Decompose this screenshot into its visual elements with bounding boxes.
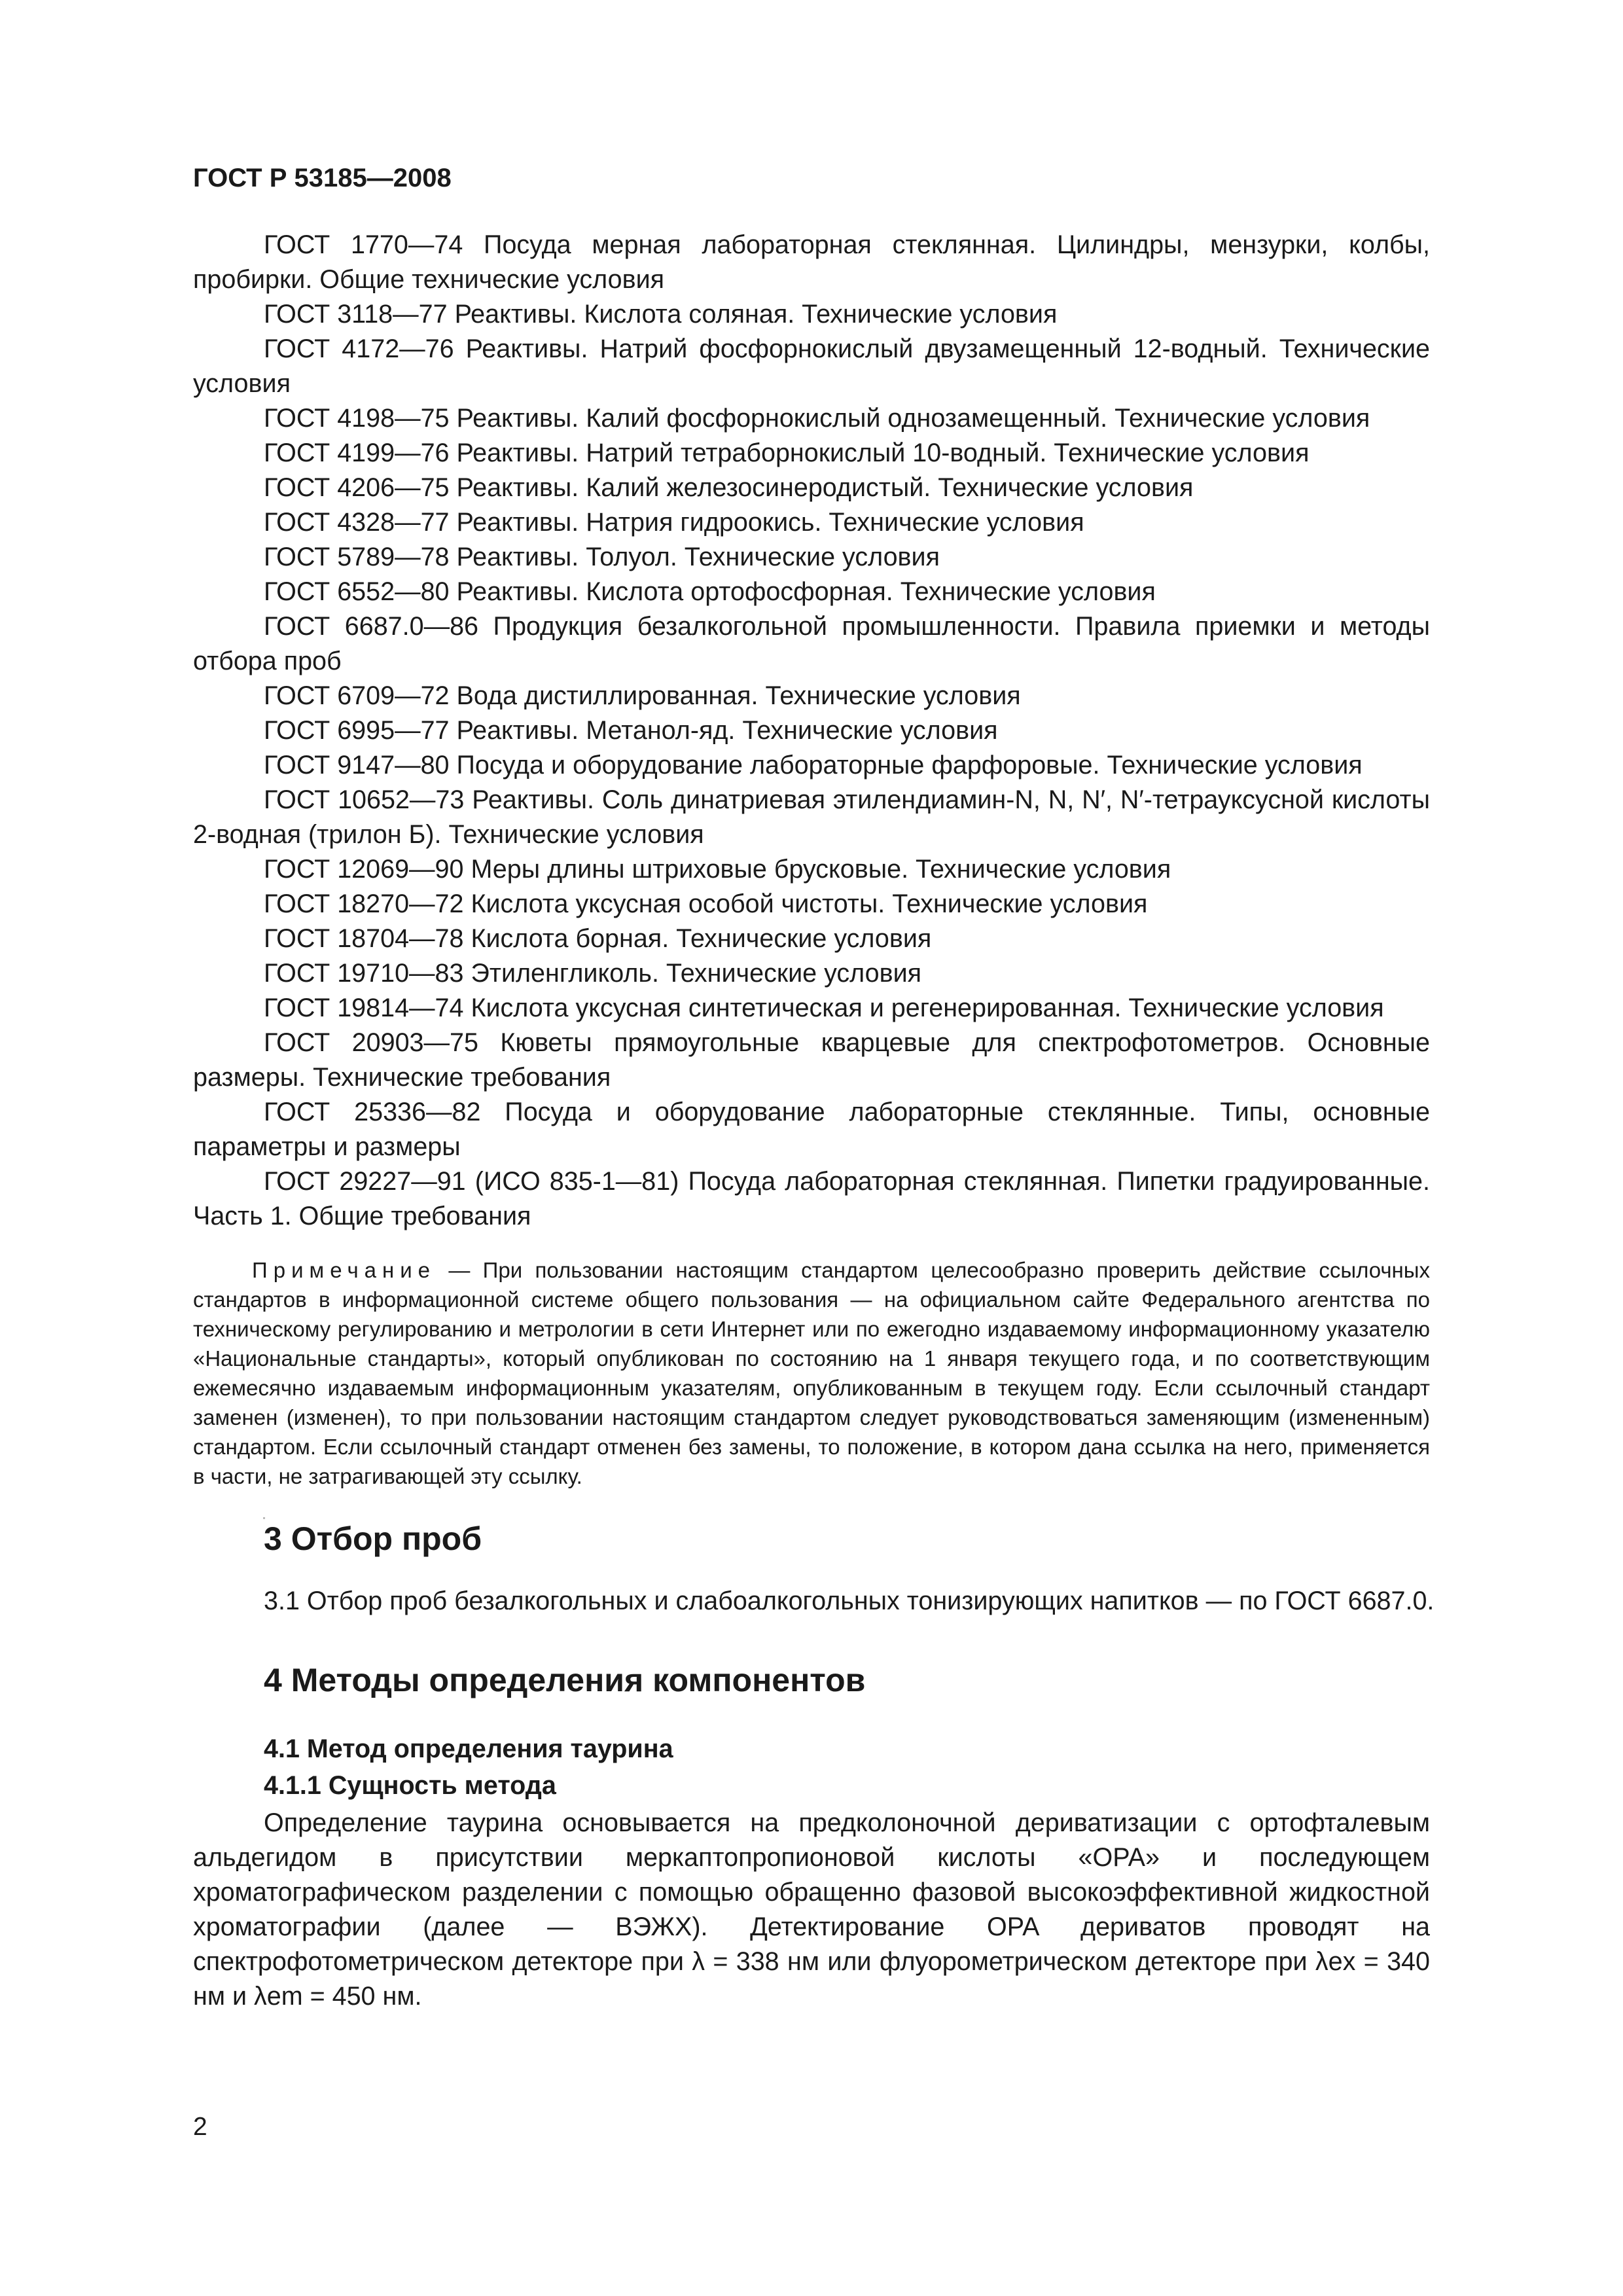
- reference-item: ГОСТ 6687.0—86 Продукция безалкогольной промышленности. Правила приемки и методы отбора проб: [193, 612, 1430, 675]
- subsection-4-1-1-heading: 4.1.1 Сущность метода: [264, 1771, 556, 1800]
- subsection-4-1-heading: 4.1 Метод определения таурина: [264, 1734, 673, 1763]
- reference-item: ГОСТ 25336—82 Посуда и оборудование лабораторные стеклянные. Типы, основные параметры и размеры: [193, 1098, 1430, 1161]
- reference-item: ГОСТ 10652—73 Реактивы. Соль динатриевая этилендиамин-N, N, N′, N′-тетрауксусной кислоты 2-водная (трилон Б). Технические условия: [193, 785, 1430, 849]
- method-description-paragraph: Определение таурина основывается на предколоночной дериватизации с ортофталевым альдегидом в присутствии меркаптопропионовой кислоты «OPA» и последующем хроматографическом разделении с помощью обращенно фазовой высокоэффективной жидкостной хроматографии (далее — ВЭЖХ). Детектирование OPA дериватов проводят на спектрофотометрическом детекторе при λ = 338 нм или флуорометрическом детекторе при λex = 340 нм и λem = 450 нм.: [193, 1808, 1430, 2011]
- reference-item: ГОСТ 20903—75 Кюветы прямоугольные кварцевые для спектрофотометров. Основные размеры. Технические требования: [193, 1028, 1430, 1092]
- reference-item: ГОСТ 18704—78 Кислота борная. Технические условия: [264, 924, 932, 953]
- normative-references-list: [193, 228, 1430, 1234]
- reference-item: ГОСТ 4199—76 Реактивы. Натрий тетраборнокислый 10-водный. Технические условия: [264, 439, 1310, 467]
- reference-item: ГОСТ 3118—77 Реактивы. Кислота соляная. Технические условия: [264, 300, 1058, 329]
- reference-item: ГОСТ 12069—90 Меры длины штриховые брусковые. Технические условия: [264, 855, 1171, 884]
- reference-item: ГОСТ 5789—78 Реактивы. Толуол. Технические условия: [264, 543, 940, 571]
- reference-item: ГОСТ 6995—77 Реактивы. Метанол-яд. Технические условия: [264, 716, 998, 745]
- reference-item: ГОСТ 19814—74 Кислота уксусная синтетическая и регенерированная. Технические условия: [264, 994, 1384, 1022]
- note-label: Примечание: [252, 1258, 437, 1282]
- reference-item: ГОСТ 29227—91 (ИСО 835-1—81) Посуда лабораторная стеклянная. Пипетки градуированные. Часть 1. Общие требования: [193, 1167, 1430, 1230]
- reference-item: ГОСТ 18270—72 Кислота уксусная особой чистоты. Технические условия: [264, 889, 1148, 918]
- reference-item: ГОСТ 9147—80 Посуда и оборудование лабораторные фарфоровые. Технические условия: [264, 751, 1363, 780]
- reference-item: ГОСТ 4198—75 Реактивы. Калий фосфорнокислый однозамещенный. Технические условия: [264, 404, 1370, 433]
- reference-item: ГОСТ 4328—77 Реактивы. Натрия гидроокись. Технические условия: [264, 508, 1084, 537]
- note-paragraph: [193, 1255, 1430, 1491]
- reference-item: ГОСТ 4172—76 Реактивы. Натрий фосфорнокислый двузамещенный 12-водный. Технические условия: [193, 334, 1430, 398]
- scan-dot: [263, 1517, 265, 1519]
- reference-item: ГОСТ 1770—74 Посуда мерная лабораторная стеклянная. Цилиндры, мензурки, колбы, пробирки. Общие технические условия: [193, 230, 1430, 294]
- section-4-heading: 4 Методы определения компонентов: [264, 1662, 866, 1698]
- section-3-1-text: 3.1 Отбор проб безалкогольных и слабоалкогольных тонизирующих напитков — по ГОСТ 6687.0.: [264, 1587, 1435, 1615]
- note-text: — При пользовании настоящим стандартом целесообразно проверить действие ссылочных стандартов в информационной системе общего пользования — на официальном сайте Федерального агентства по техническому регулированию и метрологии в сети Интернет или по ежегодно издаваемому информационному указателю «Национальные стандарты», который опубликован по состоянию на 1 января текущего года, и по соответствующим ежемесячно издаваемым информационным указателям, опубликованным в текущем году. Если ссылочный стандарт заменен (изменен), то при пользовании настоящим стандартом следует руководствоваться заменяющим (измененным) стандартом. Если ссылочный стандарт отменен без замены, то положение, в котором дана ссылка на него, применяется в части, не затрагивающей эту ссылку.: [193, 1258, 1430, 1488]
- page-number: 2: [193, 2113, 207, 2141]
- reference-item: ГОСТ 19710—83 Этиленгликоль. Технические условия: [264, 959, 922, 988]
- reference-item: ГОСТ 4206—75 Реактивы. Калий железосинеродистый. Технические условия: [264, 473, 1194, 502]
- reference-item: ГОСТ 6552—80 Реактивы. Кислота ортофосфорная. Технические условия: [264, 577, 1156, 606]
- section-3-heading: 3 Отбор проб: [264, 1520, 482, 1557]
- document-header: ГОСТ Р 53185—2008: [193, 164, 452, 192]
- reference-item: ГОСТ 6709—72 Вода дистиллированная. Технические условия: [264, 681, 1021, 710]
